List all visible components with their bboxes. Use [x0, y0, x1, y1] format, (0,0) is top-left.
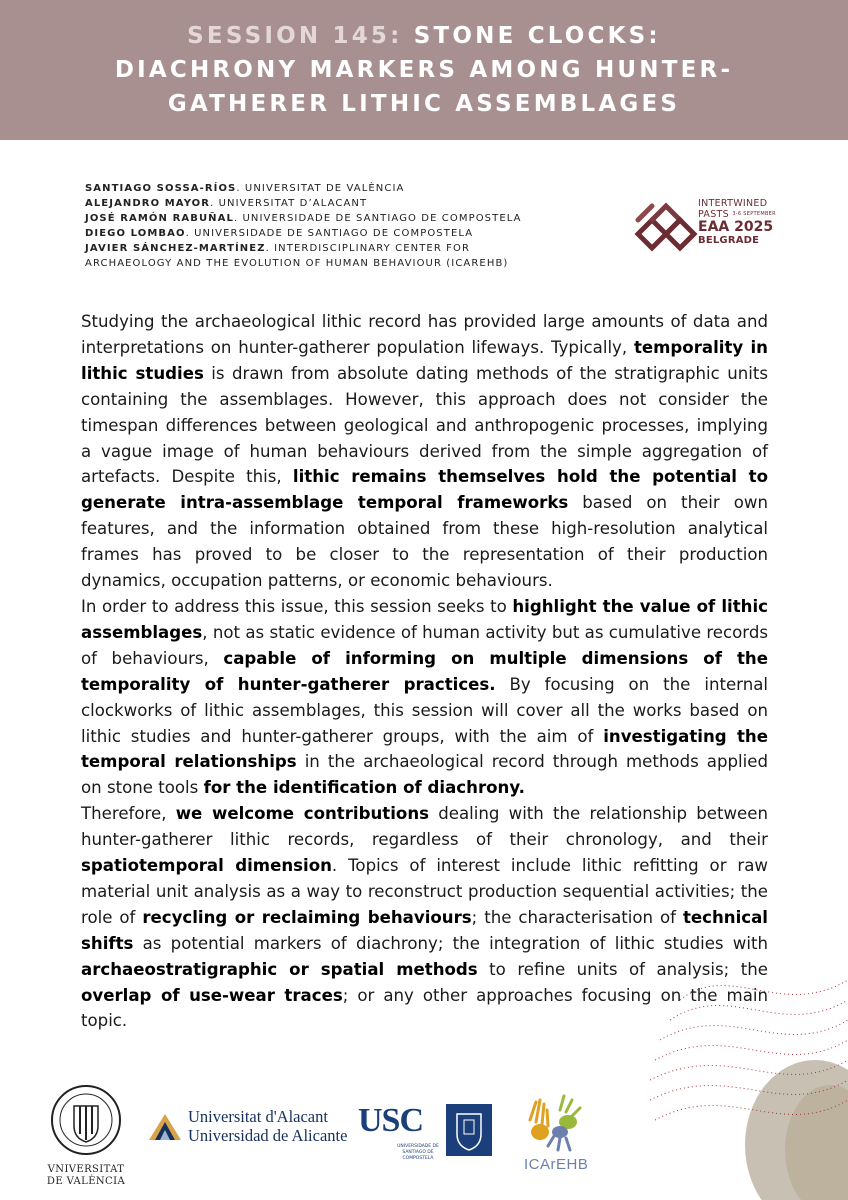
emphasis-text: archaeostratigraphic or spatial methods	[81, 959, 478, 979]
session-number: SESSION 145:	[187, 23, 414, 49]
emphasis-text: capable of informing on multiple dimensions of the temporality of hunter-gatherer practices.	[81, 648, 768, 694]
body-text-run: dealing with the relationship between hunter-gatherer lithic records, regardless of their chronology, and their	[81, 804, 768, 850]
usc-crest-icon	[446, 1104, 492, 1156]
emphasis-text: overlap of use-wear traces	[81, 985, 343, 1005]
author-name: ALEJANDRO MAYOR	[85, 198, 211, 209]
universitat-valencia-logo	[46, 1084, 126, 1188]
author-affiliation: . UNIVERSIDADE DE SANTIAGO DE COMPOSTELA	[185, 228, 474, 239]
emphasis-text: technical shifts	[81, 907, 768, 953]
emphasis-text: lithic remains themselves hold the potential to generate intra-assemblage temporal frameworks	[81, 467, 768, 513]
usc-logo	[358, 1104, 493, 1164]
alicante-name	[188, 1107, 347, 1145]
author-row	[85, 226, 625, 241]
eaa-logo-text	[698, 198, 776, 247]
body-text-run: , not as static evidence of human activity but as cumulative records of behaviours,	[81, 622, 768, 668]
icarehb-logo	[520, 1090, 600, 1180]
abstract-paragraph-2	[81, 594, 768, 801]
body-text-run: is drawn from absolute dating methods of the stratigraphic units containing the assemblages. However, this approach does not consider the timespan differences between geological and anthropogenic processes, implying a vague image of human behaviours derived from the simple aggregation of artefacts. Despite this,	[81, 363, 768, 487]
body-text-run: based on their own features, and the information obtained from these high-resolution analytical frames has proved to be closer to the representation of their production dynamics, occupation patterns, or economic behaviours.	[81, 493, 768, 591]
author-name: DIEGO LOMBAO	[85, 228, 186, 239]
author-row	[85, 181, 625, 196]
eaa-line-4: BELGRADE	[698, 235, 760, 246]
emphasis-text: highlight the value of lithic assemblages	[81, 596, 768, 642]
eaa-line-1: INTERTWINED	[698, 198, 768, 209]
valencia-name	[46, 1164, 126, 1188]
title-text-1: STONE CLOCKS:	[413, 23, 661, 49]
title-line-2: DIACHRONY MARKERS AMONG HUNTER-	[114, 57, 734, 83]
usc-subtitle: UNIVERSIDADE DE SANTIAGO DE COMPOSTELA	[397, 1144, 439, 1161]
author-row	[85, 241, 625, 256]
valencia-seal-icon	[46, 1084, 126, 1160]
author-name: SANTIAGO SOSSA-RÍOS	[85, 183, 237, 194]
author-affiliation: . UNIVERSITAT D’ALACANT	[210, 198, 368, 209]
icarehb-name: ICArEHB	[524, 1156, 589, 1173]
title-banner	[0, 0, 848, 140]
emphasis-text: for the identification of diachrony.	[203, 778, 525, 798]
author-list	[85, 181, 625, 271]
eaa-dates: 3-6 SEPTEMBER	[732, 211, 776, 217]
author-affiliation: . INTERDISCIPLINARY CENTER FOR	[265, 243, 471, 254]
body-text-run: to refine units of analysis; the	[477, 959, 768, 979]
valencia-line-2: DE VALÈNCIA	[46, 1176, 126, 1187]
alicante-triangle-icon	[147, 1110, 183, 1142]
author-affiliation-continued: ARCHAEOLOGY AND THE EVOLUTION OF HUMAN BEHAVIOUR (ICAREHB)	[85, 258, 509, 269]
body-text-run: In order to address this issue, this session seeks to	[81, 596, 513, 616]
usc-wordmark: USC	[358, 1102, 424, 1139]
author-row	[85, 196, 625, 211]
body-text-run: . Topics of interest include lithic refitting or raw material unit analysis as a way to reconstruct production sequential activities; the role of	[81, 856, 768, 927]
body-text-run: in the archaeological record through methods applied on stone tools	[81, 752, 768, 798]
emphasis-text: recycling or reclaiming behaviours	[142, 907, 472, 927]
author-name: JOSÉ RAMÓN RABUÑAL	[85, 213, 234, 224]
partner-logos	[0, 1070, 848, 1200]
eaa-line-3: EAA 2025	[698, 219, 774, 235]
emphasis-text: spatiotemporal dimension	[81, 856, 332, 876]
body-text-run: Therefore,	[81, 804, 176, 824]
author-affiliation: . UNIVERSITAT DE VALÈNCIA	[236, 183, 405, 194]
emphasis-text: investigating the temporal relationships	[81, 726, 769, 772]
title-line-1	[187, 19, 661, 53]
body-text-run: Studying the archaeological lithic record has provided large amounts of data and interpretations on hunter-gatherer population lifeways. Typically,	[81, 312, 768, 357]
emphasis-text: temporality in lithic studies	[81, 337, 768, 383]
body-text-run: By focusing on the internal clockworks of lithic assemblages, this session will cover all the works based on lithic studies and hunter-gatherer groups, with the aim of	[81, 674, 769, 746]
author-name: JAVIER SÁNCHEZ-MARTÍNEZ	[85, 243, 266, 254]
abstract-text	[81, 309, 768, 1034]
hands-icon	[520, 1090, 590, 1154]
valencia-line-1: VNIVERSITAT	[47, 1164, 125, 1175]
emphasis-text: we welcome contributions	[175, 804, 430, 824]
alicante-line-2: Universidad de Alicante	[188, 1126, 348, 1145]
author-row	[85, 211, 625, 226]
universitat-alacant-logo	[147, 1107, 348, 1146]
author-affiliation: . UNIVERSIDADE DE SANTIAGO DE COMPOSTELA	[233, 213, 522, 224]
abstract-paragraph-1	[81, 309, 768, 594]
alicante-line-1: Universitat d'Alacant	[188, 1107, 328, 1126]
body-text-run: ; the characterisation of	[471, 907, 683, 927]
body-text-run: ; or any other approaches focusing on the main topic.	[81, 985, 768, 1031]
title-line-3: GATHERER LITHIC ASSEMBLAGES	[167, 91, 681, 117]
body-text-run: as potential markers of diachrony; the integration of lithic studies with	[133, 933, 768, 953]
eaa-pasts: PASTS	[698, 209, 729, 220]
